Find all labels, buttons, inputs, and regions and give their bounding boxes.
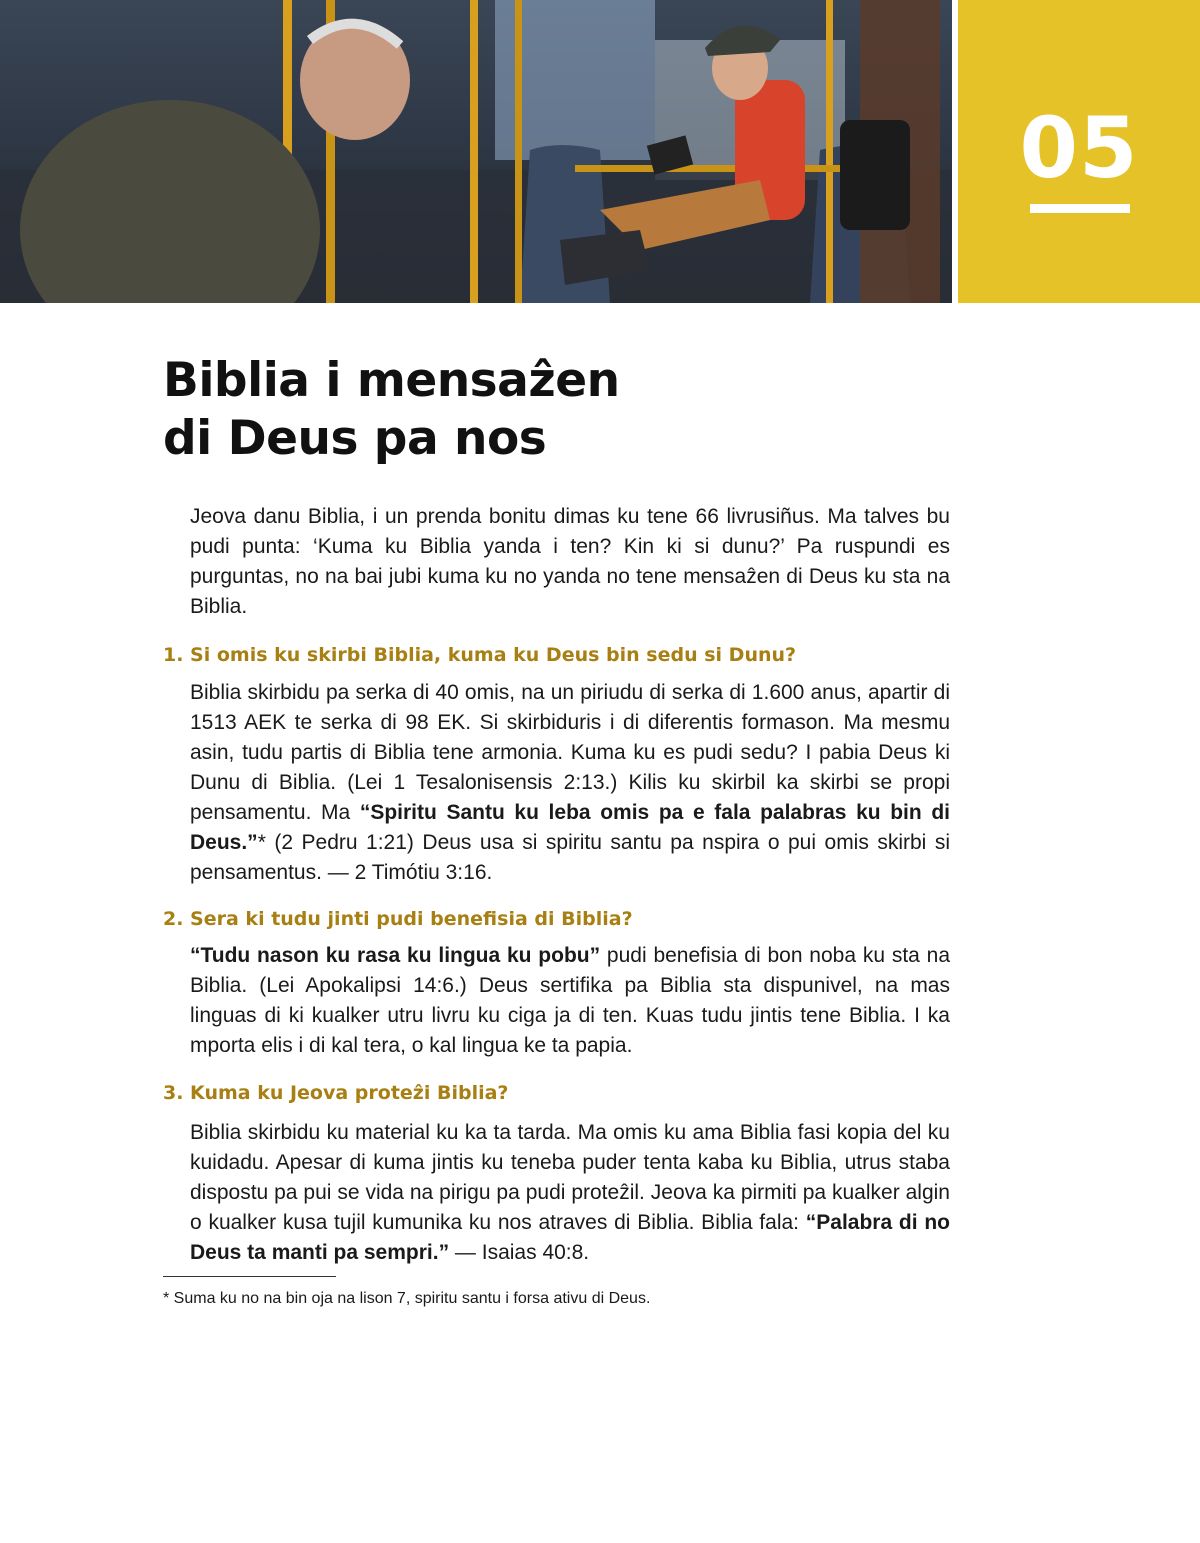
answer-1-quote: “Spiritu Santu ku leba omis pa e fala palabras ku bin di Deus.” (190, 801, 950, 854)
title-line-2: di Deus pa nos (163, 411, 547, 466)
lesson-number-box (958, 0, 1200, 303)
footnote-divider (163, 1276, 336, 1277)
lesson-number: 05 (1019, 99, 1139, 197)
question-3-heading: 3. Kuma ku Jeova proteẑi Biblia? (163, 1082, 509, 1104)
answer-1-text-a: Biblia skirbidu pa serka di 40 omis, na un piriudu di serka di 1.600 anus, apartir di 1513 AEK te serka di 98 EK. Si skirbiduris i di diferentis formason. Ma mesmu asin, tudu partis di Biblia tene armonia. Kuma ku es pudi sedu? I pabia Deus ki Dunu di Biblia. (Lei 1 Tesalonisensis 2:13.) Kilis ku skirbil ka skirbi se propi pensamentu. Ma (190, 681, 950, 824)
answer-2-quote: “Tudu nason ku rasa ku lingua ku pobu” (190, 944, 601, 967)
page-title (163, 352, 863, 468)
answer-3-quote: “Palabra di no Deus ta manti pa sempri.” (190, 1211, 950, 1264)
question-3-answer (190, 1118, 950, 1268)
hero-photo (0, 0, 952, 303)
answer-2-text: pudi benefisia di bon noba ku sta na Biblia. (Lei Apokalipsi 14:6.) Deus sertifika pa Biblia sta dispunivel, na mas linguas di ki kualker utru livru ku ciga ja di ten. Kuas tudu jintis tene Biblia. I ka mporta elis i di kal tera, o kal lingua ke ta papia. (190, 944, 950, 1057)
question-2-heading: 2. Sera ki tudu jinti pudi benefisia di Biblia? (163, 908, 633, 930)
answer-3-text-a: Biblia skirbidu ku material ku ka ta tarda. Ma omis ku ama Biblia fasi kopia del ku kuidadu. Apesar di kuma jintis ku teneba puder tenta kaba ku Biblia, utrus staba dispostu pa pui se vida na pirigu pa pudi proteẑil. Jeova ka pirmiti pa kualker algin o kualker kusa tujil kumunika ku nos atraves di Biblia. Biblia fala: (190, 1121, 950, 1234)
lesson-number-underline (1030, 204, 1130, 213)
question-1-heading: 1. Si omis ku skirbi Biblia, kuma ku Deus bin sedu si Dunu? (163, 644, 797, 666)
answer-1-text-b: * (2 Pedru 1:21) Deus usa si spiritu santu pa nspira o pui omis skirbi si pensamentus. — 2 Timótiu 3:16. (190, 831, 950, 884)
question-1-answer (190, 678, 950, 888)
intro-paragraph: Jeova danu Biblia, i un prenda bonitu dimas ku tene 66 livrusiñus. Ma talves bu pudi punta: ‘Kuma ku Biblia yanda i ten? Kin ki si dunu?’ Pa ruspundi es purguntas, no na bai jubi kuma ku no yanda no tene mensaẑen di Deus ku sta na Biblia. (190, 505, 950, 618)
footnote: * Suma ku no na bin oja na lison 7, spiritu santu i forsa ativu di Deus. (163, 1290, 651, 1307)
question-2-answer (190, 941, 950, 1061)
title-line-1: Biblia i mensaẑen (163, 353, 620, 408)
answer-3-text-b: — Isaias 40:8. (449, 1241, 590, 1264)
